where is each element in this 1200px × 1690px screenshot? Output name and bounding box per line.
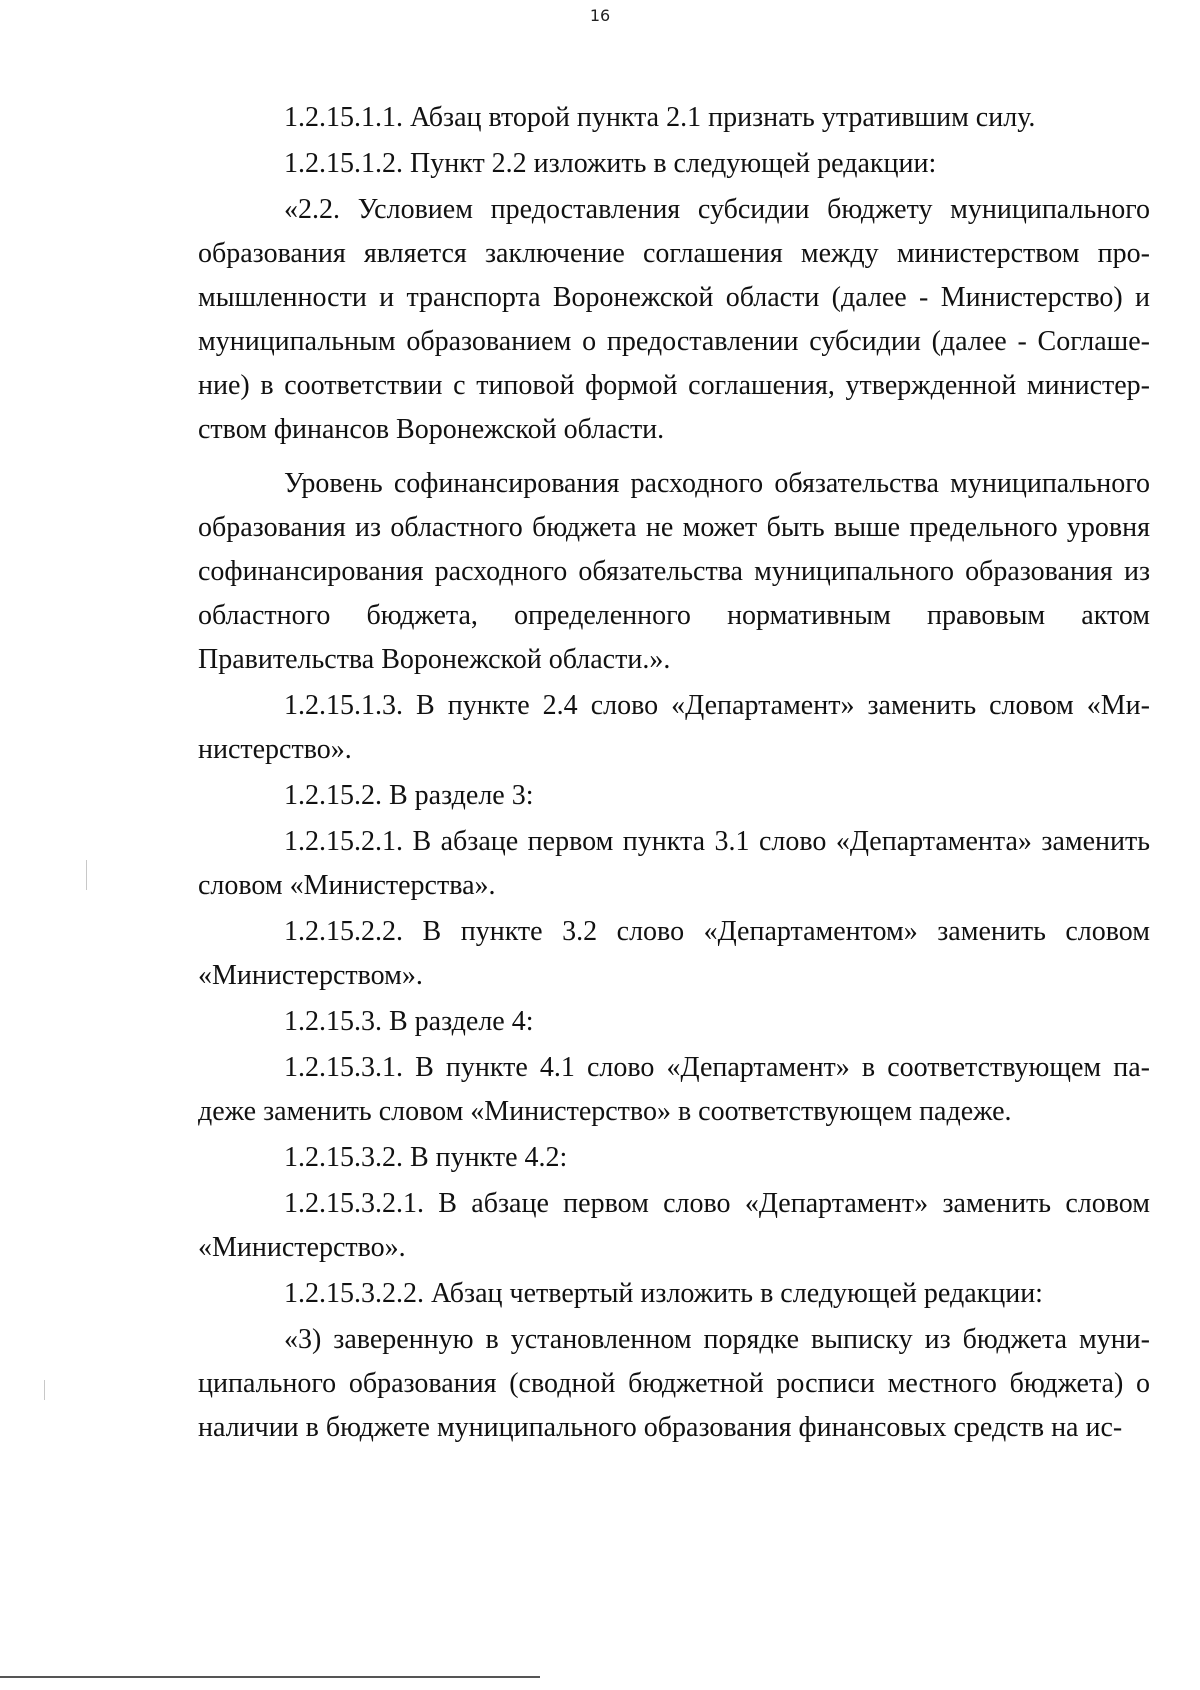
paragraph-clause-2-2: «2.2. Условием предоставления субсидии бюджету муниципального образования является заключение соглашения между министерством промышленности и транспорта Воронежской области (далее - Министерство) и муниципальным образованием о предоставлении субсидии (далее - Соглашение) в соответствии с типовой формой соглашения, утвержденной министерством финансов Воронежской области. <box>198 194 1150 445</box>
document-body <box>198 96 1150 1452</box>
paragraph-1-2-15-3-1: 1.2.15.3.1. В пункте 4.1 слово «Департамент» в соответствующем падеже заменить словом «Министерство» в соответствующем падеже. <box>198 1052 1150 1127</box>
paragraph-1-2-15-1-2: 1.2.15.1.2. Пункт 2.2 изложить в следующей редакции: <box>284 148 937 179</box>
paragraph-1-2-15-3-2-1: 1.2.15.3.2.1. В абзаце первом слово «Департамент» заменить словом «Министерство». <box>198 1188 1150 1263</box>
paragraph-cofinancing-level: Уровень софинансирования расходного обязательства муниципального образования из областного бюджета не может быть выше предельного уровня софинансирования расходного обязательства муниципального образования из областного бюджета, определенного нормативным правовым актом Правительства Воронежской области.». <box>198 468 1150 675</box>
page-number: 16 <box>589 6 611 25</box>
paragraph-1-2-15-2-1: 1.2.15.2.1. В абзаце первом пункта 3.1 слово «Департамента» заменить словом «Министерства». <box>198 826 1150 901</box>
paragraph-1-2-15-3: 1.2.15.3. В разделе 4: <box>284 1006 534 1037</box>
scan-edge-line <box>0 1676 540 1678</box>
paragraph-item-3: «3) заверенную в установленном порядке выписку из бюджета муниципального образования (сводной бюджетной росписи местного бюджета) о наличии в бюджете муниципального образования финансовых средств на ис- <box>198 1324 1150 1443</box>
scan-artifact-mark <box>44 1380 45 1400</box>
paragraph-1-2-15-3-2-2: 1.2.15.3.2.2. Абзац четвертый изложить в следующей редакции: <box>284 1278 1043 1309</box>
paragraph-1-2-15-1-1: 1.2.15.1.1. Абзац второй пункта 2.1 признать утратившим силу. <box>284 102 1036 133</box>
paragraph-1-2-15-3-2: 1.2.15.3.2. В пункте 4.2: <box>284 1142 568 1173</box>
paragraph-1-2-15-2: 1.2.15.2. В разделе 3: <box>284 780 534 811</box>
scan-artifact-mark <box>86 860 87 890</box>
paragraph-1-2-15-1-3: 1.2.15.1.3. В пункте 2.4 слово «Департамент» заменить словом «Министерство». <box>198 690 1150 765</box>
paragraph-1-2-15-2-2: 1.2.15.2.2. В пункте 3.2 слово «Департаментом» заменить словом «Министерством». <box>198 916 1150 991</box>
